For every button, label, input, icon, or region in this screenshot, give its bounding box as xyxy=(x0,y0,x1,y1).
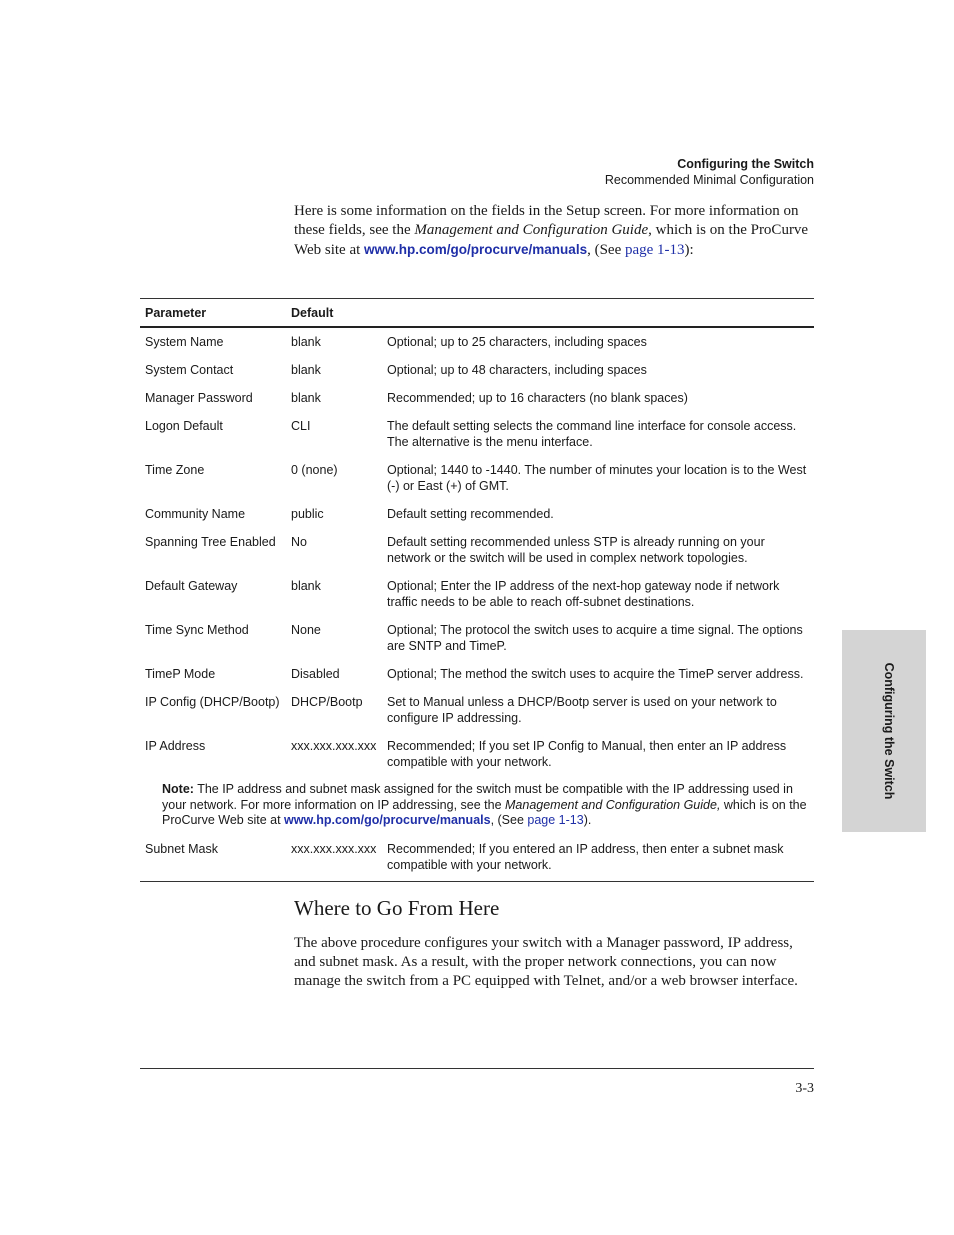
intro-text-4: ): xyxy=(684,242,694,258)
intro-text-3: , (See xyxy=(587,242,625,258)
table-row xyxy=(140,528,814,572)
table-body-before-note xyxy=(140,328,814,776)
cell-parameter: Logon Default xyxy=(145,419,223,433)
cell-description: Optional; up to 48 characters, including spaces xyxy=(387,363,647,377)
table-body-after-note xyxy=(140,835,814,881)
section-body: The above procedure configures your switch with a Manager password, IP address, and subnet mask. As a result, with the proper network connections, you can now manage the switch from a PC equipped with Telnet, and/or a web browser interface. xyxy=(294,935,798,989)
table-row xyxy=(140,616,814,660)
cell-default: xxx.xxx.xxx.xxx xyxy=(291,739,377,753)
cell-default: None xyxy=(291,623,321,637)
table-row xyxy=(140,356,814,384)
footer-rule xyxy=(140,1068,814,1069)
table-row xyxy=(140,660,814,688)
intro-page-ref-link[interactable]: page 1-13 xyxy=(624,242,685,258)
note-text-2: which is on the ProCurve Web site at xyxy=(162,797,807,827)
cell-description: Optional; The method the switch uses to acquire the TimeP server address. xyxy=(387,667,804,681)
table-row xyxy=(140,732,814,776)
cell-parameter: System Name xyxy=(145,335,224,349)
header-section-title: Recommended Minimal Configuration xyxy=(604,173,814,187)
cell-description: The default setting selects the command line interface for console access. The alternative is the menu interface. xyxy=(387,419,797,449)
table-row xyxy=(140,412,814,456)
note-text-3: , (See xyxy=(490,813,528,827)
table-row xyxy=(140,835,814,879)
intro-guide-title: Management and Configuration Guide xyxy=(414,222,649,238)
cell-default: DHCP/Bootp xyxy=(291,695,363,709)
table-row xyxy=(140,328,814,356)
cell-default: blank xyxy=(291,391,321,405)
header-default: Default xyxy=(291,305,334,320)
cell-description: Optional; up to 25 characters, including spaces xyxy=(387,335,647,349)
header-parameter: Parameter xyxy=(145,305,207,320)
cell-parameter: IP Config (DHCP/Bootp) xyxy=(145,695,280,709)
setup-fields-table xyxy=(140,298,814,882)
table-row xyxy=(140,688,814,732)
cell-description: Optional; The protocol the switch uses to acquire a time signal. The options are SNTP and TimeP. xyxy=(387,623,803,653)
cell-description: Recommended; If you set IP Config to Manual, then enter an IP address compatible with your network. xyxy=(387,739,787,769)
note-page-ref-link[interactable]: page 1-13 xyxy=(527,813,584,827)
cell-description: Recommended; up to 16 characters (no blank spaces) xyxy=(387,391,688,405)
cell-description: Default setting recommended unless STP is already running on your network or the switch will be used in complex network topologies. xyxy=(387,535,765,565)
cell-default: No xyxy=(291,535,307,549)
cell-parameter: Community Name xyxy=(145,507,246,521)
table-note xyxy=(140,776,814,835)
cell-default: blank xyxy=(291,363,321,377)
intro-url-link[interactable]: www.hp.com/go/procurve/manuals xyxy=(364,242,588,257)
table-row xyxy=(140,572,814,616)
page-number: 3-3 xyxy=(795,1081,814,1096)
cell-default: CLI xyxy=(291,419,311,433)
cell-description: Optional; Enter the IP address of the next-hop gateway node if network traffic needs to be able to reach off-subnet destinations. xyxy=(387,579,780,609)
cell-description: Optional; 1440 to -1440. The number of minutes your location is to the West (-) or East (+) of GMT. xyxy=(387,463,807,493)
note-text-4: ). xyxy=(583,813,592,827)
cell-default: xxx.xxx.xxx.xxx xyxy=(291,841,377,856)
note-label: Note: xyxy=(162,782,194,796)
cell-description: Default setting recommended. xyxy=(387,507,554,521)
table-header-row xyxy=(140,299,814,328)
header-chapter-title: Configuring the Switch xyxy=(677,157,814,171)
cell-parameter: Default Gateway xyxy=(145,579,238,593)
table-row xyxy=(140,456,814,500)
table-row xyxy=(140,384,814,412)
cell-parameter: Time Zone xyxy=(145,463,205,477)
running-header xyxy=(605,156,814,188)
cell-parameter: Spanning Tree Enabled xyxy=(145,535,276,549)
cell-parameter: TimeP Mode xyxy=(145,667,216,681)
intro-paragraph xyxy=(294,202,814,260)
chapter-side-tab xyxy=(842,630,926,832)
table-row xyxy=(140,500,814,528)
cell-parameter: Time Sync Method xyxy=(145,623,249,637)
side-tab-label: Configuring the Switch xyxy=(882,662,897,800)
note-guide-title: Management and Configuration Guide, xyxy=(505,797,721,812)
cell-description: Recommended; If you entered an IP address, then enter a subnet mask compatible with your network. xyxy=(387,841,784,872)
cell-default: blank xyxy=(291,579,321,593)
cell-default: public xyxy=(291,507,324,521)
cell-parameter: System Contact xyxy=(145,363,234,377)
cell-default: blank xyxy=(291,335,321,349)
cell-description: Set to Manual unless a DHCP/Bootp server is used on your network to configure IP addressing. xyxy=(387,695,777,725)
section-title: Where to Go From Here xyxy=(294,896,500,920)
cell-default: Disabled xyxy=(291,667,340,681)
note-url-link[interactable]: www.hp.com/go/procurve/manuals xyxy=(284,813,491,827)
cell-parameter: Subnet Mask xyxy=(145,841,218,856)
intro-text-2: , which is on the ProCurve Web site at xyxy=(294,222,809,258)
cell-parameter: Manager Password xyxy=(145,391,253,405)
cell-parameter: IP Address xyxy=(145,739,206,753)
note-text-1: The IP address and subnet mask assigned for the switch must be compatible with the IP addressing used in your network. For more information on IP addressing, see the xyxy=(162,782,793,812)
intro-text-1: Here is some information on the fields in the Setup screen. For more information on these fields, see the xyxy=(294,203,799,238)
cell-default: 0 (none) xyxy=(291,463,338,477)
